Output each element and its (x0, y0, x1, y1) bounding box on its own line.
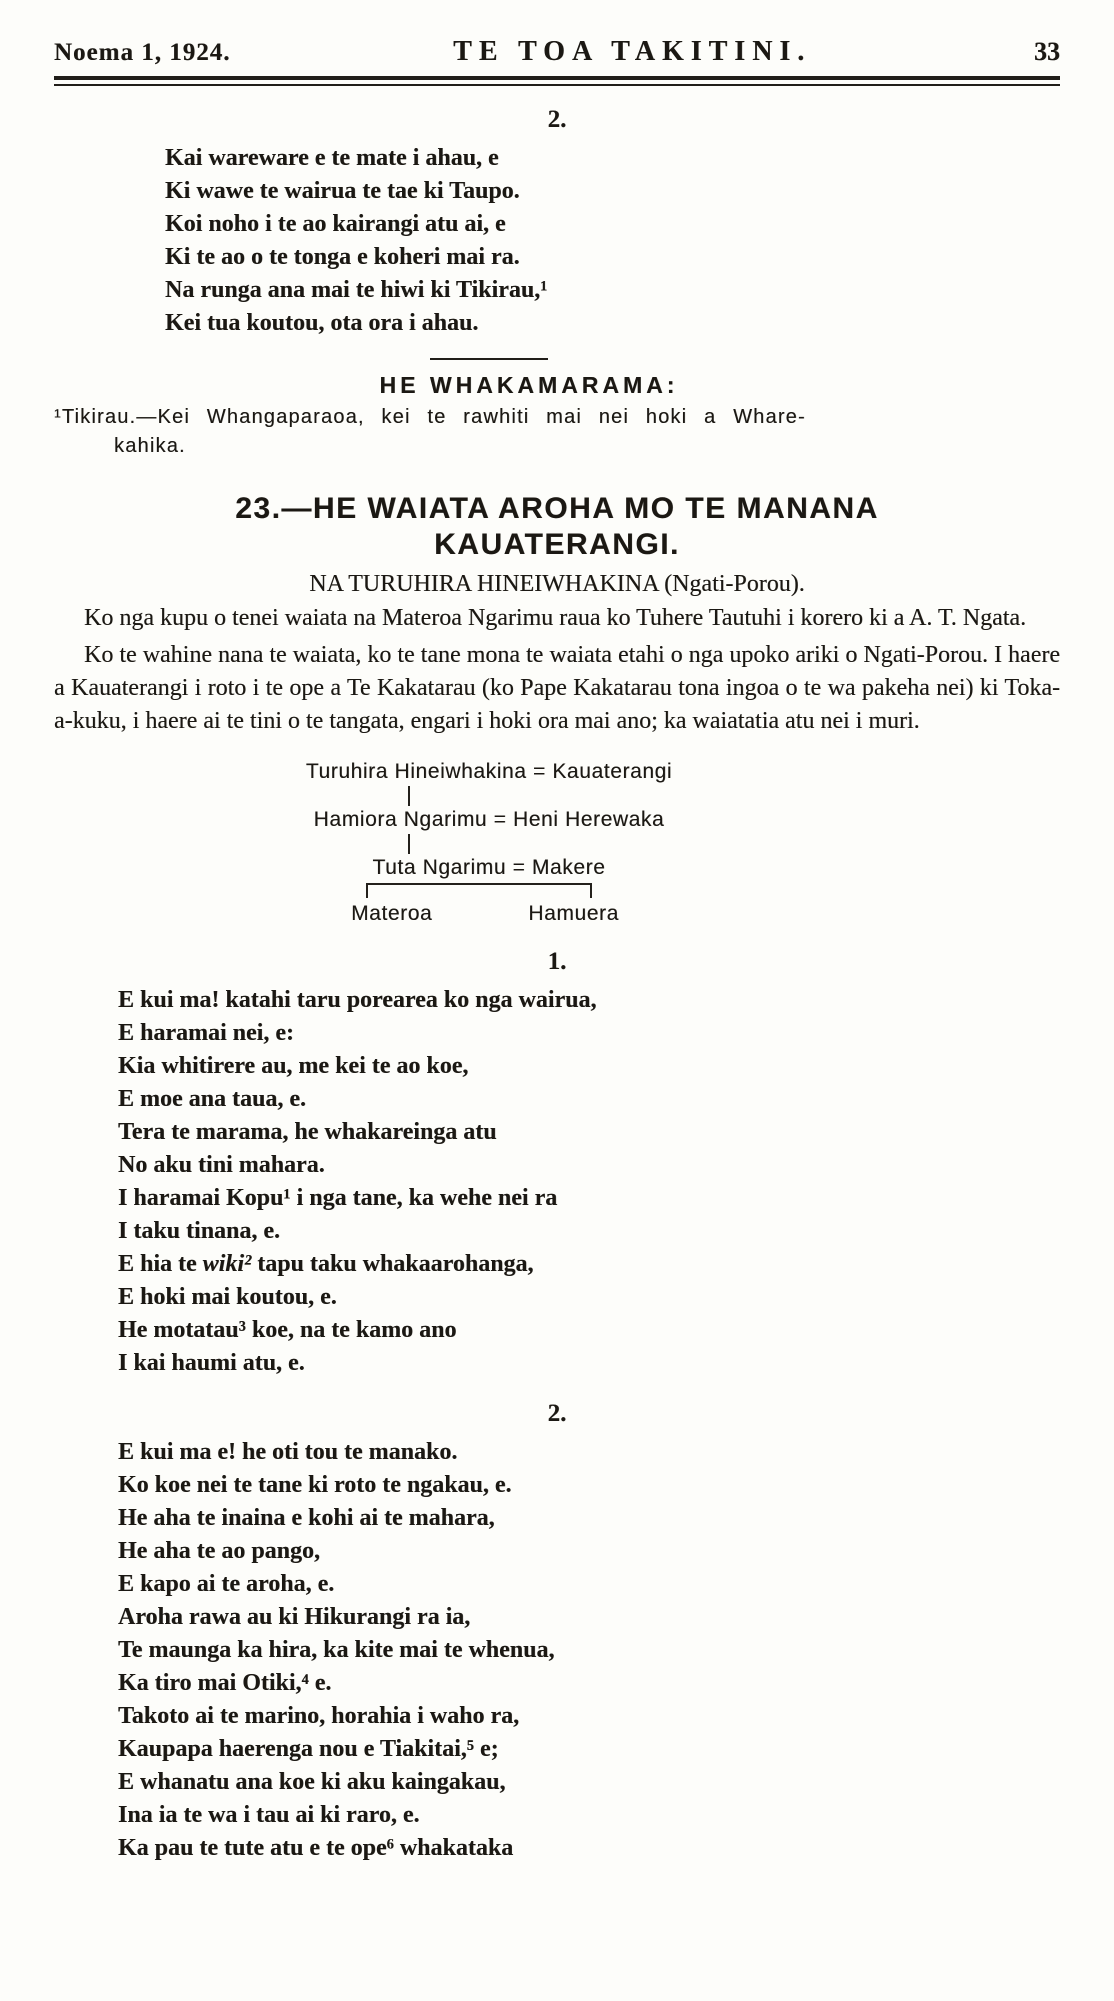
poem-line: Ina ia te wa i tau ai ki raro, e. (118, 1802, 420, 1828)
poem-line: Ki wawe te wairua te tae ki Taupo. (165, 178, 520, 204)
poem-line: E moe ana taua, e. (118, 1086, 306, 1112)
poem-line: Ka tiro mai Otiki,⁴ e. (118, 1670, 332, 1696)
poem-line (118, 1248, 1060, 1281)
poem-line: E whanatu ana koe ki aku kaingakau, (118, 1769, 506, 1795)
poem-line: I kai haumi atu, e. (118, 1350, 305, 1376)
poem-line: Ka pau te tute atu e te ope⁶ whakataka (118, 1835, 514, 1861)
poem-line: E kui ma! katahi taru porearea ko nga wairua, (118, 987, 597, 1013)
stanza (165, 142, 1060, 340)
poem-line: Ko koe nei te tane ki roto te ngakau, e. (118, 1472, 512, 1498)
footnote-line: kahika. (114, 435, 186, 457)
article-title-line: KAUATERANGI. (434, 528, 680, 561)
poem-line: E kui ma e! he oti tou te manako. (118, 1439, 458, 1465)
genealogy-child: Materoa (351, 902, 433, 925)
poem-line: He aha te ao pango, (118, 1538, 321, 1564)
poem-line: He motatau³ koe, na te kamo ano (118, 1317, 457, 1343)
paragraph: Ko nga kupu o tenei waiata na Materoa Ngarimu raua ko Tuhere Tautuhi i korero ki a A. T. Ngata. (84, 605, 1027, 631)
poem-line: E hoki mai koutou, e. (118, 1284, 337, 1310)
article-title-line: 23.—HE WAIATA AROHA MO TE MANANA (235, 492, 879, 525)
poem-line: Koi noho i te ao kairangi atu ai, e (165, 211, 506, 237)
footnote (54, 403, 1060, 461)
stanza-number: 2. (547, 106, 567, 133)
italic-word: wiki² (202, 1251, 252, 1277)
poem-line: No aku tini mahara. (118, 1152, 325, 1178)
genealogy-row: Hamiora Ngarimu = Heni Herewaka (313, 808, 665, 831)
genealogy-connector (408, 786, 410, 806)
article-title (54, 491, 1060, 563)
poem-line: Aroha rawa au ki Hikurangi ra ia, (118, 1604, 471, 1630)
stanza (118, 1436, 1060, 1865)
stanza-number: 2. (547, 1400, 567, 1427)
poem-line: Ki te ao o te tonga e koheri mai ra. (165, 244, 520, 270)
paragraph: Ko te wahine nana te waiata, ko te tane mona te waiata etahi o nga upoko ariki o Ngati-Porou. I haere a Kauaterangi i roto i te ope a Te Kakatarau (ko Pape Kakatarau tona ingoa o te wa pakeha nei) ki Toka-a-kuku, i haere ai te tini o te tangata, engari i hoki ora mai ano; ka waiatatia atu nei i muri. (54, 642, 1060, 734)
poem-line-text: tapu taku whakaarohanga, (251, 1251, 534, 1277)
poem-line: E kapo ai te aroha, e. (118, 1571, 335, 1597)
genealogy-row: Tuta Ngarimu = Makere (372, 856, 606, 879)
poem-line: Kaupapa haerenga nou e Tiakitai,⁵ e; (118, 1736, 499, 1762)
journal-title: TE TOA TAKITINI. (453, 36, 812, 67)
footnote-line: ¹Tikirau.—Kei Whangaparaoa, kei te rawhiti mai nei hoki a Whare- (54, 406, 806, 428)
footnotes-heading: HE WHAKAMARAMA: (379, 372, 679, 398)
poem-line: Kai wareware e te mate i ahau, e (165, 145, 499, 171)
byline: NA TURUHIRA HINEIWHAKINA (Ngati-Porou). (309, 571, 805, 597)
genealogy-connector (408, 834, 410, 854)
poem-line: I haramai Kopu¹ i nga tane, ka wehe nei ra (118, 1185, 558, 1211)
genealogy-bracket (366, 883, 592, 898)
genealogy-row: Turuhira Hineiwhakina = Kauaterangi (305, 760, 673, 783)
header-rule (54, 76, 1060, 86)
poem-line: E haramai nei, e: (118, 1020, 294, 1046)
genealogy-chart (0, 758, 992, 928)
genealogy-children-row (0, 900, 988, 928)
section-divider-rule (430, 358, 548, 360)
poem-line: He aha te inaina e kohi ai te mahara, (118, 1505, 495, 1531)
poem-line: Te maunga ka hira, ka kite mai te whenua, (118, 1637, 555, 1663)
stanza (118, 984, 1060, 1380)
genealogy-child: Hamuera (528, 902, 619, 925)
page-number: 33 (1033, 37, 1060, 66)
issue-date: Noema 1, 1924. (54, 39, 231, 66)
page-header (54, 36, 1060, 68)
poem-line: I taku tinana, e. (118, 1218, 281, 1244)
poem-line: Kia whitirere au, me kei te ao koe, (118, 1053, 469, 1079)
stanza-number: 1. (547, 948, 567, 975)
poem-line: Na runga ana mai te hiwi ki Tikirau,¹ (165, 277, 548, 303)
poem-line-text: E hia te (118, 1251, 203, 1277)
poem-line: Takoto ai te marino, horahia i waho ra, (118, 1703, 520, 1729)
poem-line: Kei tua koutou, ota ora i ahau. (165, 310, 479, 336)
poem-line: Tera te marama, he whakareinga atu (118, 1119, 497, 1145)
